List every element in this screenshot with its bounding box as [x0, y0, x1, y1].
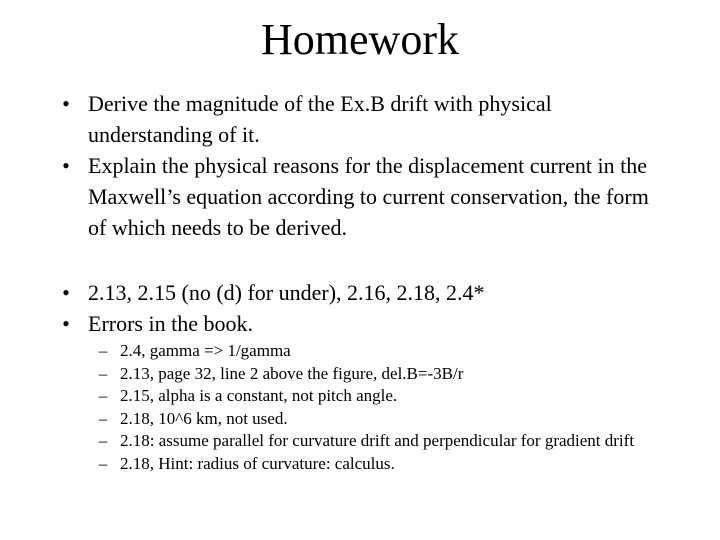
errata-item — [96, 430, 636, 453]
errata-text: 2.18, Hint: radius of curvature: calculus. — [120, 453, 395, 473]
errata-text: 2.4, gamma => 1/gamma — [120, 341, 291, 360]
slide-title: Homework — [261, 15, 459, 64]
bullet-text: Errors in the book. — [88, 311, 253, 336]
bullet-item — [56, 88, 656, 150]
bullet-text: Derive the magnitude of the Ex.B drift with physical understanding of it. — [88, 91, 552, 147]
dash-marker: – — [98, 453, 108, 473]
bullet-list-bottom — [56, 277, 656, 339]
bullet-marker: • — [62, 153, 70, 178]
bullet-list-top — [56, 88, 656, 243]
bullet-marker: • — [62, 280, 70, 305]
bullet-item — [56, 277, 656, 308]
dash-marker: – — [98, 431, 108, 451]
bullet-marker: • — [62, 311, 70, 336]
errata-item — [96, 340, 636, 363]
dash-marker: – — [98, 408, 108, 428]
errata-item — [96, 453, 636, 476]
dash-marker: – — [98, 363, 108, 383]
errata-text: 2.18: assume parallel for curvature drift and perpendicular for gradient drift — [120, 431, 635, 451]
dash-marker: – — [98, 386, 108, 406]
bullet-text: 2.13, 2.15 (no (d) for under), 2.16, 2.18, 2.4* — [88, 280, 485, 305]
bullet-marker: • — [62, 91, 70, 116]
errata-item — [96, 385, 636, 408]
errata-text: 2.18, 10^6 km, not used. — [120, 408, 288, 428]
errata-text: 2.15, alpha is a constant, not pitch angle. — [120, 386, 398, 406]
bullet-item — [56, 308, 656, 339]
bullet-item — [56, 150, 656, 243]
errata-item — [96, 408, 636, 431]
errata-text: 2.13, page 32, line 2 above the figure, del.B=-3B/r — [120, 363, 464, 383]
errata-list — [96, 340, 636, 476]
errata-item — [96, 363, 636, 386]
bullet-text: Explain the physical reasons for the displacement current in the Maxwell’s equation according to current conservation, the form of which needs to be derived. — [88, 153, 649, 240]
dash-marker: – — [98, 341, 108, 360]
